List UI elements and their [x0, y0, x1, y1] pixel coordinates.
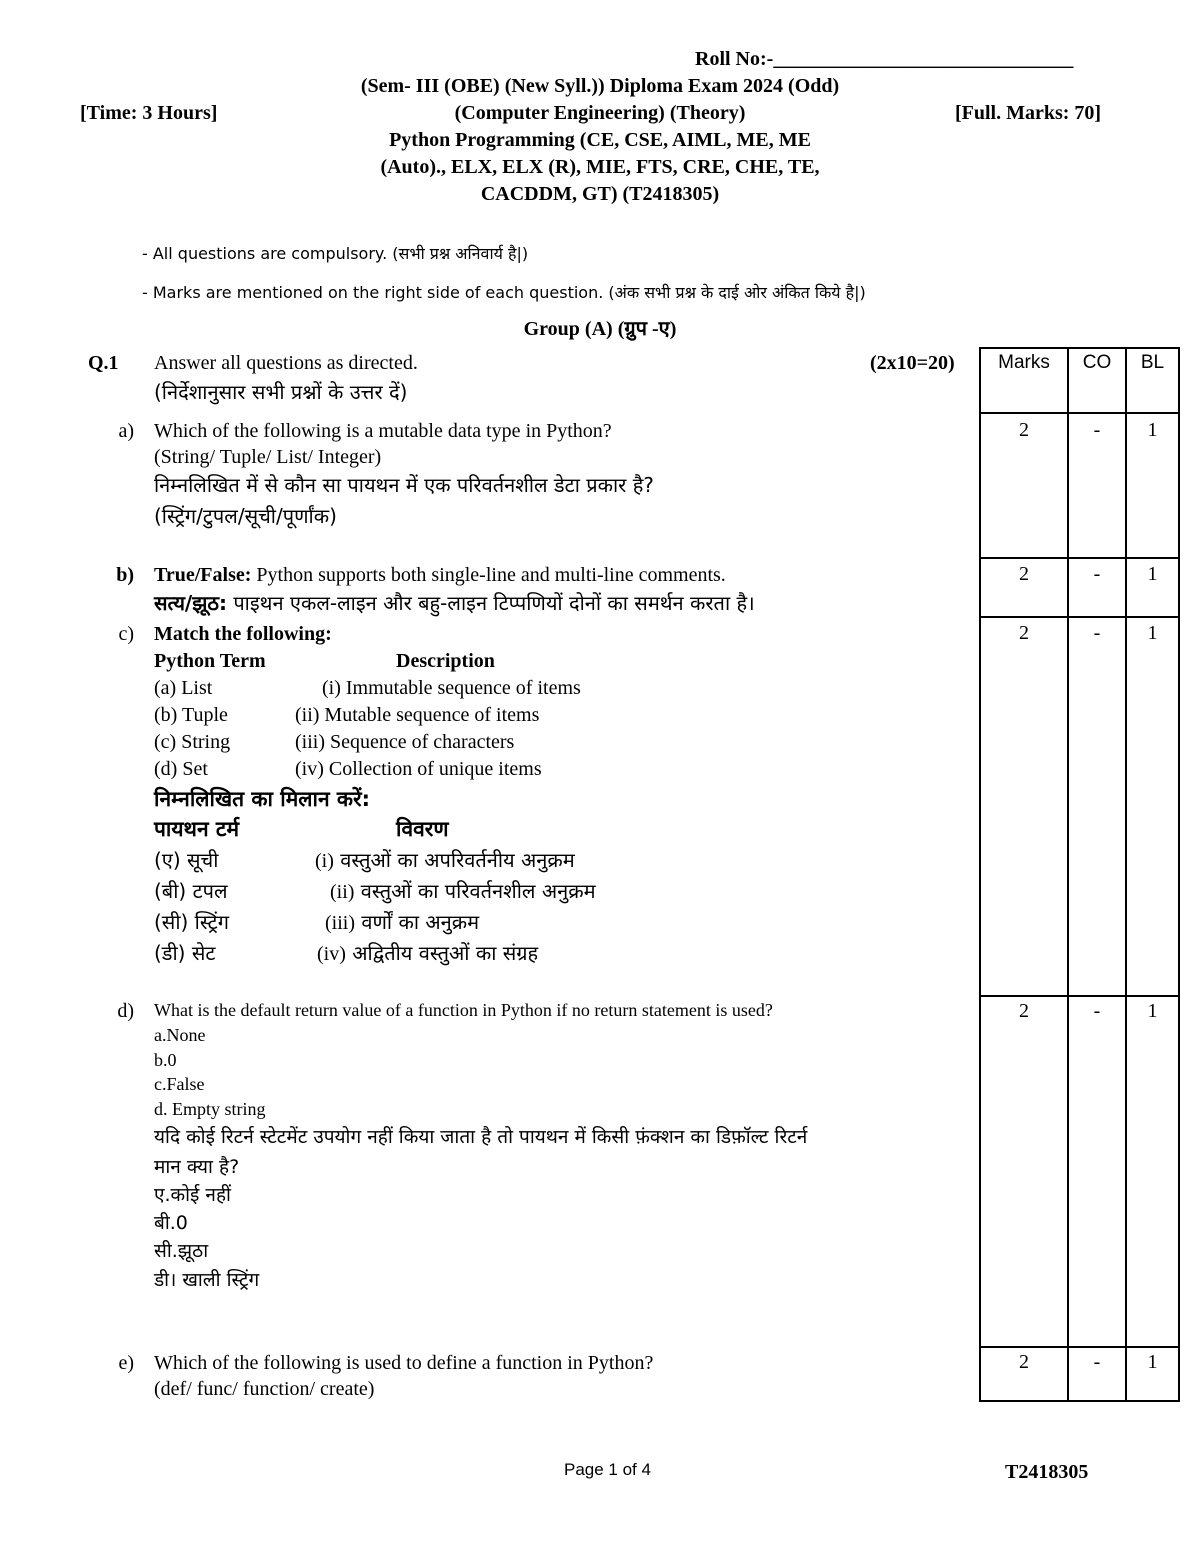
- full-marks: [Full. Marks: 70]: [955, 102, 1102, 124]
- question-d-text-en: What is the default return value of a function in Python if no return statement is used?: [154, 1000, 773, 1020]
- match-desc: (i) Immutable sequence of items: [322, 677, 581, 699]
- question-d-option: c.False: [154, 1074, 205, 1094]
- match-desc: (iv) Collection of unique items: [295, 758, 542, 780]
- question-label-d: d): [117, 1000, 134, 1022]
- question-b-text-hi: [154, 588, 755, 618]
- question-d-option-hi: बी.0: [154, 1212, 188, 1234]
- match-desc-text: वस्तुओं का अपरिवर्तनीय अनुक्रम: [333, 848, 575, 872]
- co-value: -: [1093, 1351, 1101, 1373]
- exam-title: (Sem- III (OBE) (New Syll.)) Diploma Exam 2024 (Odd): [360, 75, 840, 97]
- question-d-text-hi-2: मान क्या है?: [154, 1156, 240, 1178]
- marks-value: 2: [1019, 419, 1029, 441]
- question-label-e: e): [118, 1352, 134, 1374]
- question-label-a: a): [118, 420, 134, 442]
- match-col-term-hi: पायथन टर्म: [154, 817, 240, 841]
- match-col-term-en: Python Term: [154, 650, 266, 672]
- question-a-text-hi: निम्नलिखित में से कौन सा पायथन में एक परिवर्तनशील डेटा प्रकार है?: [154, 473, 654, 497]
- co-value: -: [1093, 419, 1101, 441]
- question-a-options-en: (String/ Tuple/ List/ Integer): [154, 446, 382, 468]
- co-value: -: [1093, 1000, 1101, 1022]
- match-col-desc-hi: विवरण: [396, 817, 449, 841]
- bl-value: 1: [1147, 1351, 1158, 1373]
- bl-value: 1: [1147, 1000, 1158, 1022]
- bl-value: 1: [1147, 419, 1158, 441]
- subject-line-3: CACDDM, GT) (T2418305): [480, 183, 720, 205]
- question-label-c: c): [118, 623, 134, 645]
- q1-instruction-en: Answer all questions as directed.: [154, 352, 418, 374]
- question-a-text-en: Which of the following is a mutable data type in Python?: [154, 420, 612, 442]
- match-desc: (ii) Mutable sequence of items: [295, 704, 540, 726]
- match-term: (d) Set: [154, 758, 208, 780]
- department-line: (Computer Engineering) (Theory): [454, 102, 746, 124]
- group-title: Group (A) (ग्रुप -ए): [523, 318, 677, 340]
- match-col-desc-en: Description: [396, 650, 495, 672]
- match-desc-hi: [325, 907, 479, 937]
- bl-value: 1: [1147, 563, 1158, 585]
- subject-line-2: (Auto)., ELX, ELX (R), MIE, FTS, CRE, CHE, TE,: [380, 156, 820, 178]
- page-number: Page 1 of 4: [564, 1460, 651, 1479]
- marks-value: 2: [1019, 1000, 1029, 1022]
- instruction-2: - Marks are mentioned on the right side of each question. (अंक सभी प्रश्न के दाई ओर अंकित किये है|): [142, 283, 866, 302]
- bl-column-header: BL: [1140, 352, 1165, 373]
- match-term: (b) Tuple: [154, 704, 228, 726]
- match-desc-hi: [315, 845, 575, 875]
- match-term: (a) List: [154, 677, 213, 699]
- match-term: (c) String: [154, 731, 231, 753]
- instruction-1: - All questions are compulsory. (सभी प्रश्न अनिवार्य है|): [142, 244, 529, 263]
- roll-no: Roll No:-______________________________: [695, 48, 1074, 70]
- match-num: (iii): [325, 912, 355, 934]
- marks-value: 2: [1019, 563, 1029, 585]
- match-term-hi: (डी) सेट: [154, 941, 216, 965]
- match-desc-text: अद्वितीय वस्तुओं का संग्रह: [345, 941, 539, 965]
- question-d-option-hi: डी। खाली स्ट्रिंग: [154, 1269, 260, 1291]
- question-d-text-hi: यदि कोई रिटर्न स्टेटमेंट उपयोग नहीं किया जाता है तो पायथन में किसी फ़ंक्शन का डिफ़ॉल्ट रिटर्न: [154, 1126, 808, 1148]
- match-num: (i): [315, 850, 334, 872]
- match-num: (ii): [330, 881, 355, 903]
- question-label-b: b): [116, 564, 134, 586]
- match-term-hi: (ए) सूची: [154, 848, 219, 872]
- time-allowed: [Time: 3 Hours]: [80, 102, 218, 124]
- question-d-option-hi: ए.कोई नहीं: [154, 1184, 231, 1206]
- marks-value: 2: [1019, 1351, 1029, 1373]
- q1-marks-formula: (2x10=20): [870, 352, 955, 374]
- match-desc-text: वर्णों का अनुक्रम: [355, 910, 480, 934]
- question-d-option: b.0: [154, 1050, 177, 1070]
- marks-value: 2: [1019, 622, 1029, 644]
- paper-code: T2418305: [1005, 1461, 1089, 1483]
- question-e-options-en: (def/ func/ function/ create): [154, 1378, 375, 1400]
- co-value: -: [1093, 622, 1101, 644]
- match-title-en: Match the following:: [154, 623, 332, 645]
- match-desc-text: वस्तुओं का परिवर्तनशील अनुक्रम: [354, 879, 596, 903]
- subject-line-1: Python Programming (CE, CSE, AIML, ME, ME: [389, 129, 811, 151]
- q1-instruction-hi: (निर्देशानुसार सभी प्रश्नों के उत्तर दें): [154, 380, 408, 404]
- match-desc-hi: [317, 938, 538, 968]
- match-term-hi: (बी) टपल: [154, 879, 228, 903]
- question-b-statement: Python supports both single-line and multi-line comments.: [251, 564, 726, 586]
- true-false-prefix-hi: सत्य/झूठ:: [154, 591, 227, 615]
- question-b-statement-hi: पाइथन एकल-लाइन और बहु-लाइन टिप्पणियों दोनों का समर्थन करता है।: [226, 591, 755, 615]
- co-column-header: CO: [1082, 352, 1112, 373]
- match-desc: (iii) Sequence of characters: [295, 731, 515, 753]
- bl-value: 1: [1147, 622, 1158, 644]
- true-false-prefix: True/False:: [154, 564, 252, 586]
- match-desc-hi: [330, 876, 596, 906]
- marks-column-header: Marks: [998, 352, 1050, 373]
- match-term-hi: (सी) स्ट्रिंग: [154, 910, 229, 934]
- match-title-hi: निम्नलिखित का मिलान करें:: [154, 787, 371, 811]
- question-d-option-hi: सी.झूठा: [154, 1240, 209, 1262]
- question-a-options-hi: (स्ट्रिंग/टुपल/सूची/पूर्णांक): [154, 504, 337, 528]
- question-b-text-en: [154, 562, 726, 588]
- question-number: Q.1: [88, 352, 119, 374]
- match-num: (iv): [317, 943, 346, 965]
- question-d-option: a.None: [154, 1025, 206, 1045]
- co-value: -: [1093, 563, 1101, 585]
- question-d-option: d. Empty string: [154, 1099, 266, 1119]
- question-e-text-en: Which of the following is used to define a function in Python?: [154, 1352, 654, 1374]
